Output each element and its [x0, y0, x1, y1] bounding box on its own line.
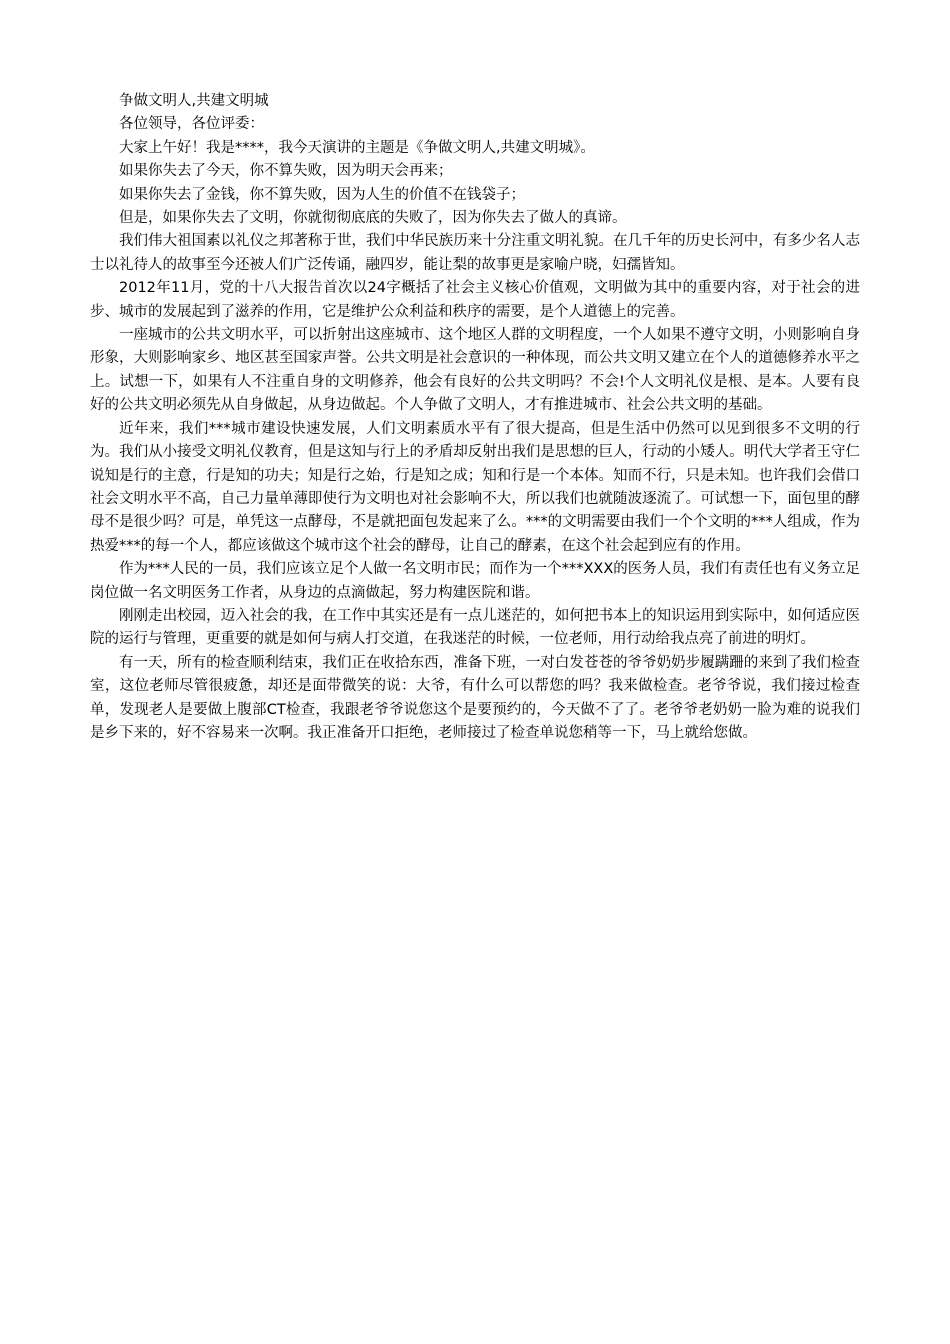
greeting-paragraph: 各位领导，各位评委： [119, 116, 264, 133]
body-paragraph-2: 如果你失去了今天，你不算失败，因为明天会再来； [119, 163, 453, 180]
body-paragraph-5: 我们伟大祖国素以礼仪之邦著称于世，我们中华民族历来十分注重文明礼貌。在几千年的历史长河中，有多少名人志士以礼待人的故事至今还被人们广泛传诵，融四岁，能让梨的故事更是家喻户晓，妇孺皆知。 [90, 233, 860, 273]
body-paragraph-10: 刚刚走出校园，迈入社会的我，在工作中其实还是有一点儿迷茫的，如何把书本上的知识运用到实际中，如何适应医院的运行与管理，更重要的就是如何与病人打交道，在我迷茫的时候，一位老师，用行动给我点亮了前进的明灯。 [90, 607, 860, 648]
body-paragraph-8: 近年来，我们***城市建设快速发展，人们文明素质水平有了很大提高，但是生活中仍然可以见到很多不文明的行为。我们从小接受文明礼仪教育，但是这知与行上的矛盾却反射出我们是思想的巨人，行动的小矮人。明代大学者王守仁说知是行的主意，行是知的功夫；知是行之始，行是知之成；知和行是一个本体。知而不行，只是未知。也许我们会借口社会文明水平不高，自己力量单薄即使行为文明也对社会影响不大，所以我们也就随波逐流了。可试想一下，面包里的酵母不是很少吗？可是，单凭这一点酵母，不是就把面包发起来了么。***的文明需要由我们一个个文明的***人组成，作为热爱***的每一个人，都应该做这个城市这个社会的酵母，让自己的酵素，在这个社会起到应有的作用。 [90, 420, 860, 554]
body-paragraph-9: 作为***人民的一员，我们应该立足个人做一名文明市民；而作为一个***XXX的医务人员，我们有责任也有义务立足岗位做一名文明医务工作者，从身边的点滴做起，努力构建医院和谐。 [90, 561, 860, 601]
body-paragraph-1: 大家上午好！我是****，我今天演讲的主题是《争做文明人,共建文明城》。 [119, 139, 595, 156]
body-paragraph-6: 2012年11月，党的十八大报告首次以24字概括了社会主义核心价值观，文明做为其中的重要内容，对于社会的进步、城市的发展起到了滋养的作用，它是维护公众利益和秩序的需要，是个人道德上的完善。 [90, 280, 860, 320]
document-page [90, 90, 860, 745]
document-title: 争做文明人,共建文明城 [119, 93, 269, 109]
body-paragraph-4: 但是，如果你失去了文明，你就彻彻底底的失败了，因为你失去了做人的真谛。 [119, 210, 627, 227]
body-paragraph-11: 有一天，所有的检查顺利结束，我们正在收拾东西，准备下班，一对白发苍苍的爷爷奶奶步履蹒跚的来到了我们检查室，这位老师尽管很疲惫，却还是面带微笑的说：大爷，有什么可以帮您的吗？我来做检查。老爷爷说，我们接过检查单，发现老人是要做上腹部CT检查，我跟老爷爷说您这个是要预约的，今天做不了了。老爷爷老奶奶一脸为难的说我们是乡下来的，好不容易来一次啊。我正准备开口拒绝，老师接过了检查单说您稍等一下，马上就给您做。 [90, 654, 860, 741]
body-paragraph-7: 一座城市的公共文明水平，可以折射出这座城市、这个地区人群的文明程度，一个人如果不遵守文明，小则影响自身形象，大则影响家乡、地区甚至国家声誉。公共文明是社会意识的一种体现，而公共文明又建立在个人的道德修养水平之上。试想一下，如果有人不注重自身的文明修养，他会有良好的公共文明吗？不会!个人文明礼仪是根、是本。人要有良好的公共文明必须先从自身做起，从身边做起。个人争做了文明人，才有推进城市、社会公共文明的基础。 [90, 327, 860, 414]
body-paragraph-3: 如果你失去了金钱，你不算失败，因为人生的价值不在钱袋子； [119, 186, 525, 203]
